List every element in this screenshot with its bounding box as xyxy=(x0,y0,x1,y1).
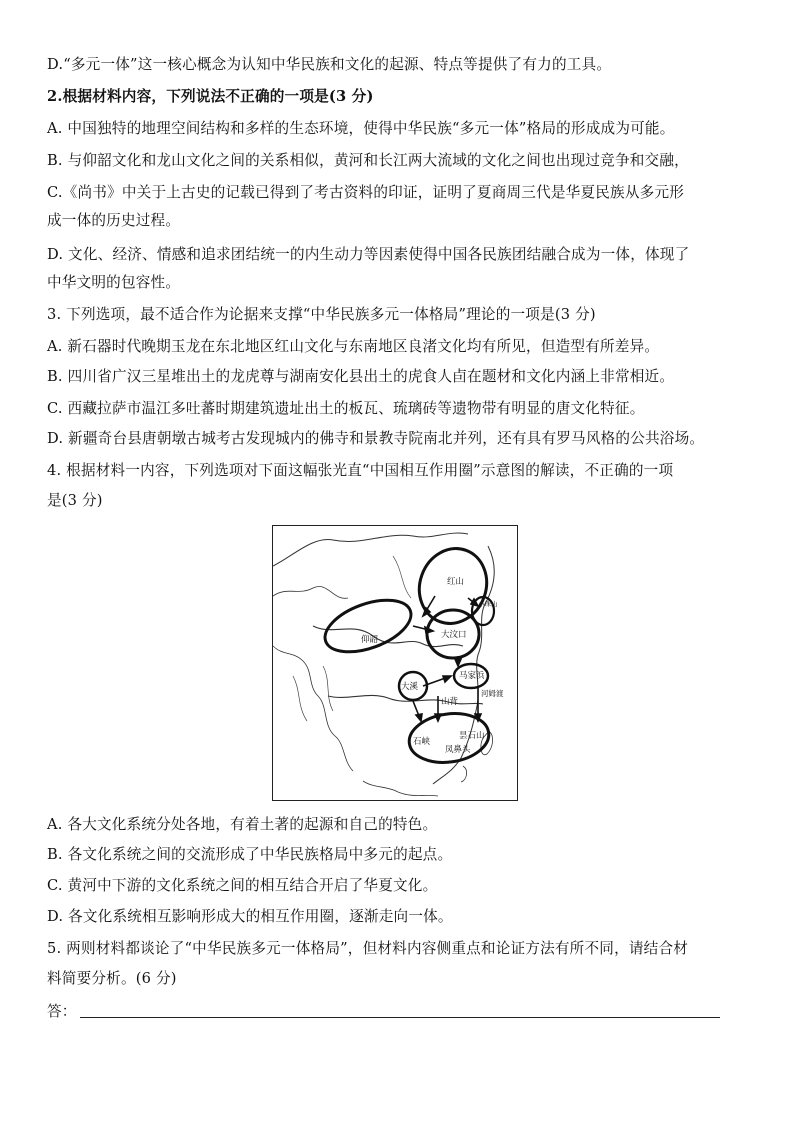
label-hemudu: 河姆渡 xyxy=(481,689,504,698)
q4-option-b: B. 各文化系统之间的交流形成了中华民族格局中多元的起点。 xyxy=(47,846,453,863)
label-tanshishan: 昙石山 xyxy=(459,731,485,741)
map-svg xyxy=(273,526,517,800)
q4-option-a: A. 各大文化系统分处各地，有着土著的起源和自己的特色。 xyxy=(47,816,438,833)
question-4-stem-line1: 4. 根据材料一内容，下列选项对下面这幅张光直“中国相互作用圈”示意图的解读，不正确的一项 xyxy=(47,462,674,479)
q3-option-b: B. 四川省广汉三星堆出土的龙虎尊与湖南安化县出土的虎食人卣在题材和文化内涵上非常相近。 xyxy=(47,368,675,385)
q1-option-d: D.“多元一体”这一核心概念为认知中华民族和文化的起源、特点等提供了有力的工具。 xyxy=(47,56,612,73)
q2-option-d-line2: 中华文明的包容性。 xyxy=(47,274,181,291)
label-shanbei: 山背 xyxy=(441,697,459,707)
answer-blank-line[interactable] xyxy=(80,1017,720,1018)
q4-option-c: C. 黄河中下游的文化系统之间的相互结合开启了华夏文化。 xyxy=(47,877,438,894)
question-4-stem-line2: 是(3 分) xyxy=(47,492,103,509)
label-yangshao: 仰韶 xyxy=(361,635,379,645)
answer-label: 答： xyxy=(47,1003,77,1020)
q2-option-a: A. 中国独特的地理空间结构和多样的生态环境，使得中华民族“多元一体”格局的形成成为可能。 xyxy=(47,120,675,137)
q2-option-d-line1: D. 文化、经济、情感和追求团结统一的内生动力等因素使得中国各民族团结融合成为一体，体现了 xyxy=(47,246,690,263)
q2-option-c-line2: 成一体的历史过程。 xyxy=(47,212,181,229)
q3-option-a: A. 新石器时代晚期玉龙在东北地区红山文化与东南地区良渚文化均有所见，但造型有所差异。 xyxy=(47,338,660,355)
label-dawenkou: 大汶口 xyxy=(441,630,467,640)
label-shixia: 石峡 xyxy=(413,737,431,747)
question-3-stem: 3. 下列选项，最不适合作为论据来支撑“中华民族多元一体格局”理论的一项是(3 分) xyxy=(47,306,596,323)
label-daxi: 大溪 xyxy=(401,682,419,692)
interaction-sphere-map xyxy=(272,525,518,801)
q3-option-c: C. 西藏拉萨市温江多吐蕃时期建筑遗址出土的板瓦、琉璃砖等遗物带有明显的唐文化特征。 xyxy=(47,400,645,417)
question-5-stem-line2: 料简要分析。(6 分) xyxy=(47,970,177,987)
q2-option-b: B. 与仰韶文化和龙山文化之间的关系相似，黄河和长江两大流域的文化之间也出现过竞争和交融， xyxy=(47,152,689,169)
label-fengbitou: 凤鼻头 xyxy=(445,745,471,755)
label-xiaozhushan: 小珠山 xyxy=(478,600,498,608)
q2-option-c-line1: C.《尚书》中关于上古史的记载已得到了考古资料的印证，证明了夏商周三代是华夏民族从多元形 xyxy=(47,184,685,201)
question-2-stem: 2.根据材料内容，下列说法不正确的一项是(3 分) xyxy=(47,88,374,105)
q3-option-d: D. 新疆奇台县唐朝墩古城考古发现城内的佛寺和景教寺院南北并列，还有具有罗马风格的公共浴场。 xyxy=(47,430,705,447)
q4-option-d: D. 各文化系统相互影响形成大的相互作用圈，逐渐走向一体。 xyxy=(47,908,453,925)
question-5-stem-line1: 5. 两则材料都谈论了“中华民族多元一体格局”，但材料内容侧重点和论证方法有所不同，请结合材 xyxy=(47,940,689,957)
label-hongshan: 红山 xyxy=(447,577,465,587)
label-majiabang: 马家浜 xyxy=(459,671,485,681)
